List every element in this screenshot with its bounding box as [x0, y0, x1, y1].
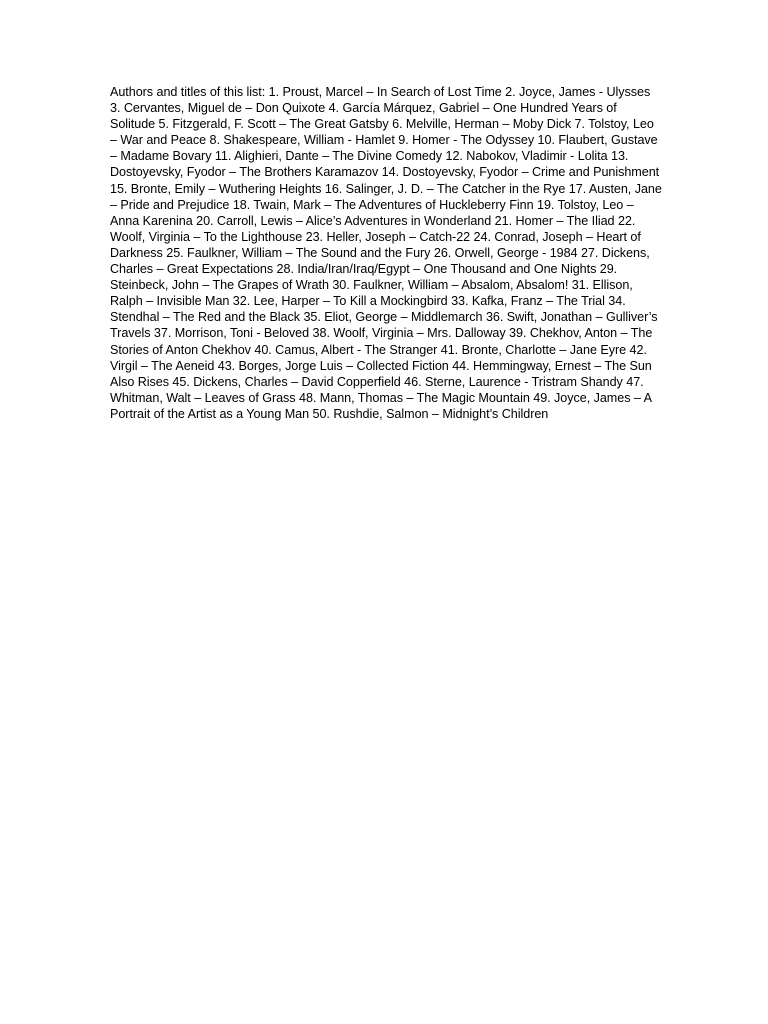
- book-list-paragraph: Authors and titles of this list: 1. Proust, Marcel – In Search of Lost Time 2. Joyce, James - Ulysses 3. Cervantes, Miguel de – Don Quixote 4. García Márquez, Gabriel – One Hundred Years of Solitude 5. Fitzgerald, F. Scott – The Great Gatsby 6. Melville, Herman – Moby Dick 7. Tolstoy, Leo – War and Peace 8. Shakespeare, William - Hamlet 9. Homer - The Odyssey 10. Flaubert, Gustave – Madame Bovary 11. Alighieri, Dante – The Divine Comedy 12. Nabokov, Vladimir - Lolita 13. Dostoyevsky, Fyodor – The Brothers Karamazov 14. Dostoyevsky, Fyodor – Crime and Punishment 15. Bronte, Emily – Wuthering Heights 16. Salinger, J. D. – The Catcher in the Rye 17. Austen, Jane – Pride and Prejudice 18. Twain, Mark – The Adventures of Huckleberry Finn 19. Tolstoy, Leo – Anna Karenina 20. Carroll, Lewis – Alice’s Adventures in Wonderland 21. Homer – The Iliad 22. Woolf, Virginia – To the Lighthouse 23. Heller, Joseph – Catch-22 24. Conrad, Joseph – Heart of Darkness 25. Faulkner, William – The Sound and the Fury 26. Orwell, George - 1984 27. Dickens, Charles – Great Expectations 28. India/Iran/Iraq/Egypt – One Thousand and One Nights 29. Steinbeck, John – The Grapes of Wrath 30. Faulkner, William – Absalom, Absalom! 31. Ellison, Ralph – Invisible Man 32. Lee, Harper – To Kill a Mockingbird 33. Kafka, Franz – The Trial 34. Stendhal – The Red and the Black 35. Eliot, George – Middlemarch 36. Swift, Jonathan – Gulliver’s Travels 37. Morrison, Toni - Beloved 38. Woolf, Virginia – Mrs. Dalloway 39. Chekhov, Anton – The Stories of Anton Chekhov 40. Camus, Albert - The Stranger 41. Bronte, Charlotte – Jane Eyre 42. Virgil – The Aeneid 43. Borges, Jorge Luis – Collected Fiction 44. Hemmingway, Ernest – The Sun Also Rises 45. Dickens, Charles – David Copperfield 46. Sterne, Laurence - Tristram Shandy 47. Whitman, Walt – Leaves of Grass 48. Mann, Thomas – The Magic Mountain 49. Joyce, James – A Portrait of the Artist as a Young Man 50. Rushdie, Salmon – Midnight’s Children: [110, 85, 662, 421]
